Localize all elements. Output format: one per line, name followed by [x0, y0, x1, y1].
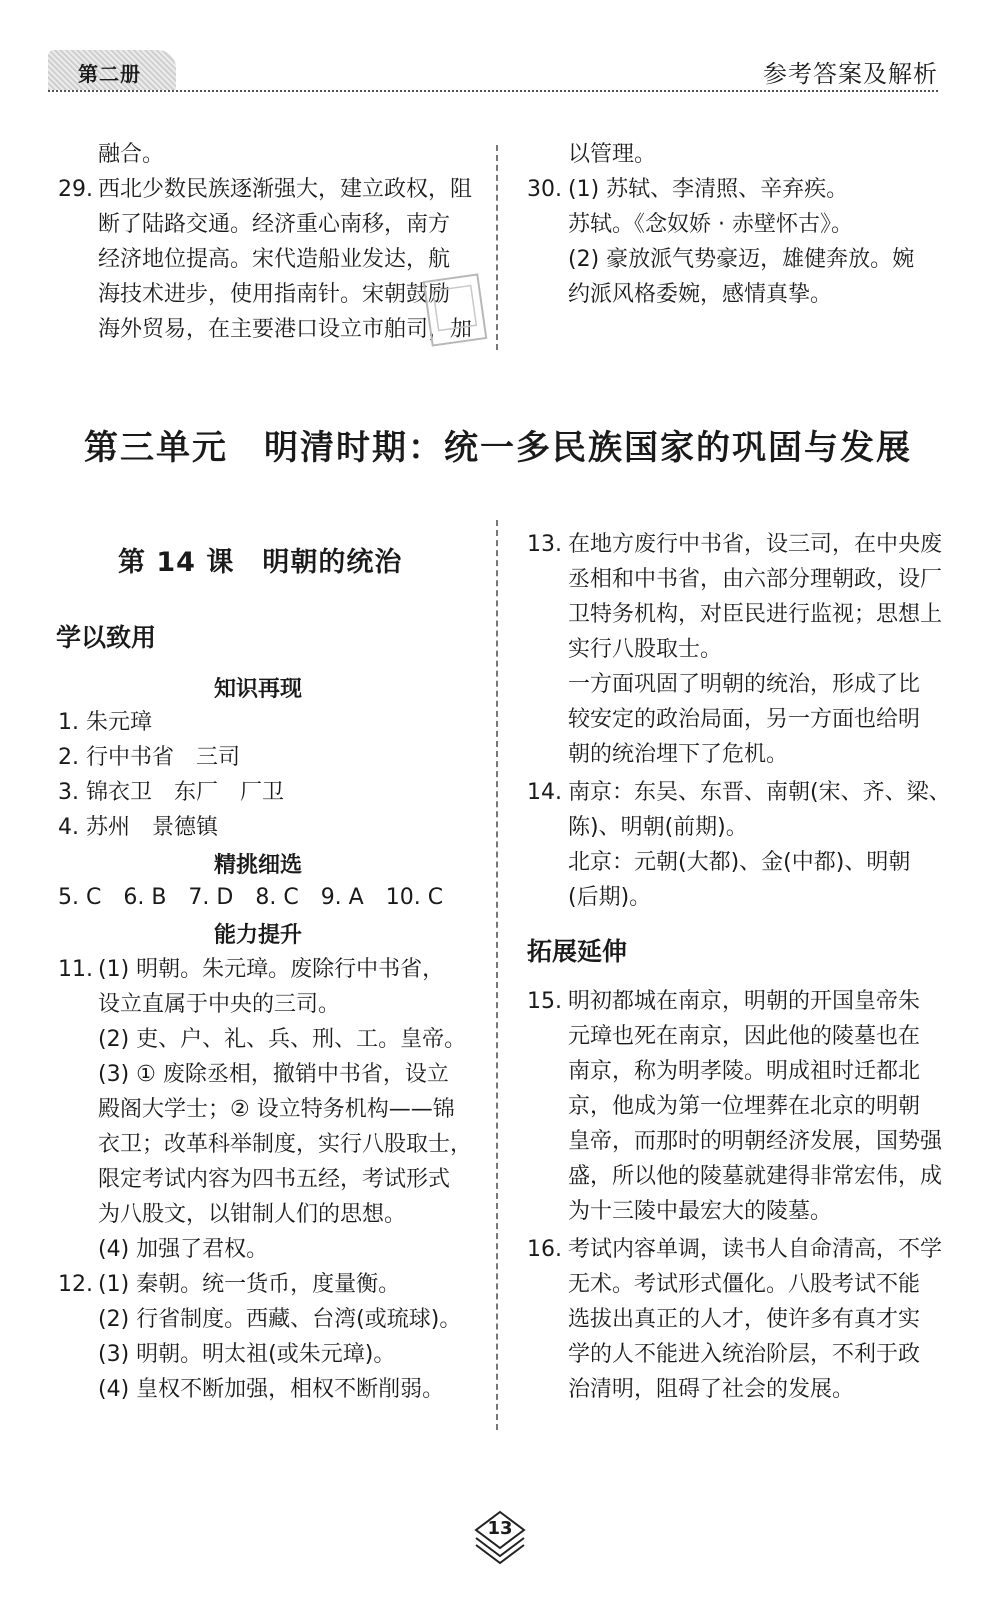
knowledge-list	[58, 705, 284, 845]
answer-13	[527, 527, 947, 772]
text-line: 南京，称为明孝陵。明成祖时迁都北	[568, 1059, 921, 1084]
text-line: 西北少数民族逐渐强大，建立政权，阻	[98, 177, 473, 202]
list-item: 4. 苏州 景德镇	[58, 815, 218, 840]
text-line: 苏轼。《念奴娇 · 赤壁怀古》。	[568, 212, 853, 237]
text-line: 经济地位提高。宋代造船业发达，航	[98, 247, 451, 272]
text-line: (3) ① 废除丞相，撤销中书省，设立	[98, 1062, 449, 1087]
list-item: 3. 锦衣卫 东厂 厂卫	[58, 780, 284, 805]
text-line: 设立直属于中央的三司。	[98, 992, 341, 1017]
top-column-divider	[496, 145, 498, 350]
page-number-badge	[470, 1508, 530, 1568]
text-line: 断了陆路交通。经济重心南移，南方	[98, 212, 451, 237]
answer-16	[527, 1232, 947, 1407]
text-line: 京，他成为第一位埋葬在北京的明朝	[568, 1094, 921, 1119]
text-line: (1) 苏轼、李清照、辛弃疾。	[568, 177, 849, 202]
top-left-continuation	[98, 137, 164, 172]
lesson-title: 第 14 课 明朝的统治	[118, 547, 403, 578]
question-number: 29.	[58, 177, 93, 202]
section-heading-extend: 拓展延伸	[527, 937, 628, 966]
text-line: 实行八股取士。	[568, 637, 723, 662]
text-line: 殿阁大学士；② 设立特务机构——锦	[98, 1097, 455, 1122]
list-item: 2. 行中书省 三司	[58, 745, 240, 770]
text-line: (1) 秦朝。统一货币，度量衡。	[98, 1272, 401, 1297]
text-line: 治清明，阻碍了社会的发展。	[568, 1377, 855, 1402]
text-line: 融合。	[98, 142, 165, 167]
subheading-selection: 精挑细选	[214, 853, 303, 878]
text-line: 在地方废行中书省，设三司，在中央废	[568, 532, 943, 557]
text-line: (3) 明朝。明太祖(或朱元璋)。	[98, 1342, 396, 1367]
text-line: 皇帝，而那时的明朝经济发展，国势强	[568, 1129, 943, 1154]
text-line: 5. C 6. B 7. D 8. C 9. A 10. C	[58, 885, 444, 910]
text-line: (2) 豪放派气势豪迈，雄健奔放。婉	[568, 247, 915, 272]
question-number: 13.	[527, 532, 562, 557]
answer-15	[527, 984, 947, 1229]
question-number: 16.	[527, 1237, 562, 1262]
text-line: 卫特务机构，对臣民进行监视；思想上	[568, 602, 943, 627]
text-line: 丞相和中书省，由六部分理朝政，设厂	[568, 567, 943, 592]
text-line: (后期)。	[568, 885, 652, 910]
header-title: 参考答案及解析	[763, 60, 938, 88]
text-line: 选拔出真正的人才，使许多有真才实	[568, 1307, 921, 1332]
choice-answers	[58, 880, 443, 915]
text-line: 北京：元朝(大都)、金(中都)、明朝	[568, 850, 911, 875]
answer-11	[58, 952, 488, 1267]
text-line: 较安定的政治局面，另一方面也给明	[568, 707, 921, 732]
text-line: (2) 行省制度。西藏、台湾(或琉球)。	[98, 1307, 462, 1332]
top-right-continuation	[568, 137, 656, 172]
text-line: (4) 皇权不断加强，相权不断削弱。	[98, 1377, 445, 1402]
text-line: 考试内容单调，读书人自命清高，不学	[568, 1237, 943, 1262]
volume-tab	[48, 50, 176, 90]
text-line: 元璋也死在南京，因此他的陵墓也在	[568, 1024, 921, 1049]
stamp-watermark	[420, 270, 490, 350]
text-line: 限定考试内容为四书五经，考试形式	[98, 1167, 451, 1192]
subheading-ability: 能力提升	[214, 923, 303, 948]
question-number: 15.	[527, 989, 562, 1014]
text-line: 约派风格委婉，感情真挚。	[568, 282, 833, 307]
text-line: (2) 吏、户、礼、兵、刑、工。皇帝。	[98, 1027, 467, 1052]
text-line: 以管理。	[568, 142, 657, 167]
question-number: 11.	[58, 957, 93, 982]
text-line: 海技术进步，使用指南针。宋朝鼓励	[98, 282, 451, 307]
text-line: 明初都城在南京，明朝的开国皇帝朱	[568, 989, 921, 1014]
text-line: 衣卫；改革科举制度，实行八股取士，	[98, 1132, 473, 1157]
volume-label: 第二册	[78, 62, 141, 86]
list-item: 1. 朱元璋	[58, 710, 152, 735]
text-line: 海外贸易，在主要港口设立市舶司，加	[98, 317, 473, 342]
section-heading-apply: 学以致用	[56, 623, 157, 652]
header-divider	[48, 90, 938, 92]
text-line: (4) 加强了君权。	[98, 1237, 269, 1262]
page-number: 13	[487, 1518, 513, 1539]
text-line: 一方面巩固了明朝的统治，形成了比	[568, 672, 921, 697]
unit-title: 第三单元 明清时期：统一多民族国家的巩固与发展	[84, 428, 912, 468]
subheading-knowledge: 知识再现	[214, 677, 303, 702]
text-line: 朝的统治埋下了危机。	[568, 742, 789, 767]
text-line: (1) 明朝。朱元璋。废除行中书省，	[98, 957, 445, 982]
text-line: 南京：东吴、东晋、南朝(宋、齐、梁、	[568, 780, 951, 805]
text-line: 为十三陵中最宏大的陵墓。	[568, 1199, 833, 1224]
text-line: 无术。考试形式僵化。八股考试不能	[568, 1272, 921, 1297]
answer-14	[527, 775, 951, 915]
answer-30	[527, 172, 947, 312]
text-line: 盛，所以他的陵墓就建得非常宏伟，成	[568, 1164, 943, 1189]
text-line: 为八股文，以钳制人们的思想。	[98, 1202, 407, 1227]
text-line: 学的人不能进入统治阶层，不利于政	[568, 1342, 921, 1367]
answer-12	[58, 1267, 488, 1407]
main-column-divider	[496, 520, 498, 1430]
question-number: 14.	[527, 780, 562, 805]
text-line: 陈)、明朝(前期)。	[568, 815, 748, 840]
question-number: 30.	[527, 177, 562, 202]
question-number: 12.	[58, 1272, 93, 1297]
